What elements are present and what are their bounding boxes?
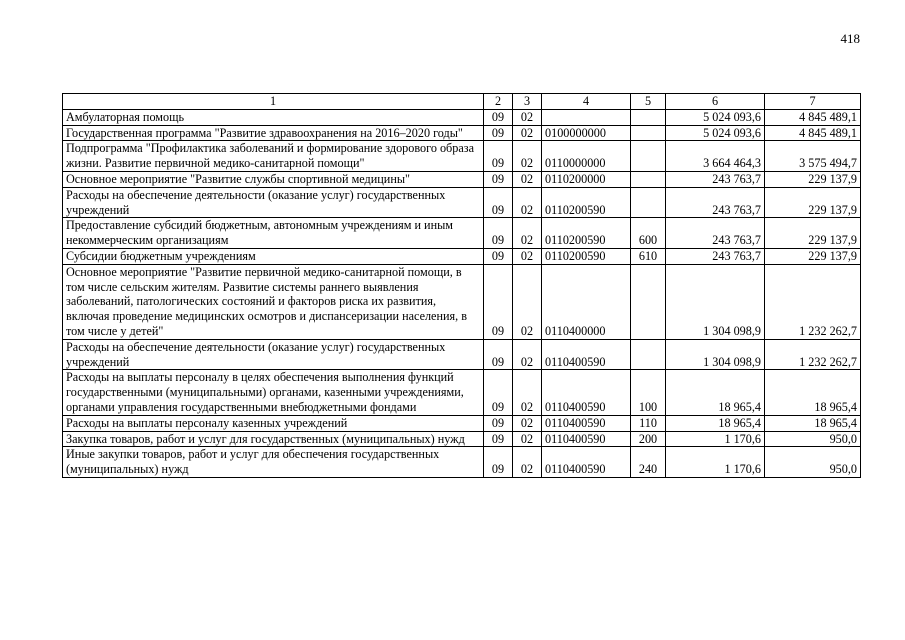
section-code-cell: 09 — [484, 415, 513, 431]
subsection-code-cell: 02 — [513, 109, 542, 125]
header-cell: 5 — [631, 94, 666, 110]
subsection-code-cell: 02 — [513, 415, 542, 431]
row-name-cell: Государственная программа "Развитие здравоохранения на 2016–2020 годы" — [63, 125, 484, 141]
amount-col7-cell: 950,0 — [765, 431, 861, 447]
expense-type-cell: 610 — [631, 248, 666, 264]
page-number: 418 — [840, 31, 860, 46]
amount-col7-cell: 3 575 494,7 — [765, 141, 861, 172]
section-code-cell: 09 — [484, 447, 513, 478]
table-row — [63, 141, 861, 172]
target-article-cell: 0110400590 — [542, 339, 631, 370]
amount-col6-cell: 243 763,7 — [666, 248, 765, 264]
amount-col6-cell: 18 965,4 — [666, 370, 765, 415]
expense-type-cell: 100 — [631, 370, 666, 415]
expense-type-cell — [631, 339, 666, 370]
amount-col6-cell: 243 763,7 — [666, 187, 765, 218]
amount-col6-cell: 1 304 098,9 — [666, 264, 765, 339]
table-row — [63, 171, 861, 187]
section-code-cell: 09 — [484, 109, 513, 125]
row-name-cell: Подпрограмма "Профилактика заболеваний и формирование здорового образа жизни. Развитие первичной медико-санитарной помощи" — [63, 141, 484, 172]
expense-type-cell: 110 — [631, 415, 666, 431]
amount-col6-cell: 243 763,7 — [666, 218, 765, 249]
row-name-cell: Иные закупки товаров, работ и услуг для обеспечения государственных (муниципальных) нужд — [63, 447, 484, 478]
target-article-cell: 0110200590 — [542, 218, 631, 249]
expense-type-cell — [631, 171, 666, 187]
amount-col7-cell: 18 965,4 — [765, 415, 861, 431]
table-row — [63, 370, 861, 415]
amount-col6-cell: 5 024 093,6 — [666, 109, 765, 125]
subsection-code-cell: 02 — [513, 431, 542, 447]
section-code-cell: 09 — [484, 339, 513, 370]
table-row — [63, 218, 861, 249]
amount-col6-cell: 18 965,4 — [666, 415, 765, 431]
target-article-cell: 0100000000 — [542, 125, 631, 141]
amount-col6-cell: 5 024 093,6 — [666, 125, 765, 141]
expense-type-cell: 240 — [631, 447, 666, 478]
row-name-cell: Закупка товаров, работ и услуг для государственных (муниципальных) нужд — [63, 431, 484, 447]
subsection-code-cell: 02 — [513, 264, 542, 339]
row-name-cell: Основное мероприятие "Развитие службы спортивной медицины" — [63, 171, 484, 187]
header-cell: 7 — [765, 94, 861, 110]
amount-col6-cell: 3 664 464,3 — [666, 141, 765, 172]
row-name-cell: Предоставление субсидий бюджетным, автономным учреждениям и иным некоммерческим организациям — [63, 218, 484, 249]
row-name-cell: Расходы на выплаты персоналу в целях обеспечения выполнения функций государственными (муниципальными) органами, казенными учреждениями, органами управления государственными внебюджетными фондами — [63, 370, 484, 415]
section-code-cell: 09 — [484, 171, 513, 187]
amount-col6-cell: 1 170,6 — [666, 431, 765, 447]
target-article-cell: 0110400000 — [542, 264, 631, 339]
subsection-code-cell: 02 — [513, 218, 542, 249]
section-code-cell: 09 — [484, 431, 513, 447]
subsection-code-cell: 02 — [513, 370, 542, 415]
table-header-row — [63, 94, 861, 110]
target-article-cell: 0110000000 — [542, 141, 631, 172]
expense-type-cell — [631, 109, 666, 125]
subsection-code-cell: 02 — [513, 141, 542, 172]
section-code-cell: 09 — [484, 370, 513, 415]
target-article-cell — [542, 109, 631, 125]
header-cell: 3 — [513, 94, 542, 110]
amount-col7-cell: 950,0 — [765, 447, 861, 478]
subsection-code-cell: 02 — [513, 447, 542, 478]
amount-col7-cell: 1 232 262,7 — [765, 264, 861, 339]
section-code-cell: 09 — [484, 141, 513, 172]
row-name-cell: Субсидии бюджетным учреждениям — [63, 248, 484, 264]
target-article-cell: 0110400590 — [542, 415, 631, 431]
section-code-cell: 09 — [484, 218, 513, 249]
expense-type-cell — [631, 125, 666, 141]
header-cell: 1 — [63, 94, 484, 110]
subsection-code-cell: 02 — [513, 171, 542, 187]
subsection-code-cell: 02 — [513, 187, 542, 218]
amount-col7-cell: 229 137,9 — [765, 218, 861, 249]
amount-col7-cell: 4 845 489,1 — [765, 109, 861, 125]
target-article-cell: 0110400590 — [542, 370, 631, 415]
header-cell: 6 — [666, 94, 765, 110]
header-cell: 4 — [542, 94, 631, 110]
expense-type-cell: 200 — [631, 431, 666, 447]
amount-col7-cell: 18 965,4 — [765, 370, 861, 415]
amount-col7-cell: 229 137,9 — [765, 187, 861, 218]
expense-type-cell — [631, 264, 666, 339]
row-name-cell: Амбулаторная помощь — [63, 109, 484, 125]
subsection-code-cell: 02 — [513, 125, 542, 141]
amount-col6-cell: 1 304 098,9 — [666, 339, 765, 370]
expense-type-cell: 600 — [631, 218, 666, 249]
row-name-cell: Основное мероприятие "Развитие первичной медико-санитарной помощи, в том числе сельским жителям. Развитие системы раннего выявления заболеваний, патологических состояний и факторов риска их развития, включая проведение медицинских осмотров и диспансеризации населения, в том числе у детей" — [63, 264, 484, 339]
table-row — [63, 248, 861, 264]
target-article-cell: 0110400590 — [542, 431, 631, 447]
expense-type-cell — [631, 141, 666, 172]
table-row — [63, 447, 861, 478]
target-article-cell: 0110200000 — [542, 171, 631, 187]
amount-col6-cell: 243 763,7 — [666, 171, 765, 187]
subsection-code-cell: 02 — [513, 339, 542, 370]
amount-col7-cell: 1 232 262,7 — [765, 339, 861, 370]
header-cell: 2 — [484, 94, 513, 110]
amount-col7-cell: 4 845 489,1 — [765, 125, 861, 141]
amount-col6-cell: 1 170,6 — [666, 447, 765, 478]
section-code-cell: 09 — [484, 187, 513, 218]
table-row — [63, 264, 861, 339]
target-article-cell: 0110400590 — [542, 447, 631, 478]
target-article-cell: 0110200590 — [542, 187, 631, 218]
section-code-cell: 09 — [484, 248, 513, 264]
table-row — [63, 125, 861, 141]
subsection-code-cell: 02 — [513, 248, 542, 264]
table-row — [63, 339, 861, 370]
table-row — [63, 187, 861, 218]
row-name-cell: Расходы на обеспечение деятельности (оказание услуг) государственных учреждений — [63, 187, 484, 218]
target-article-cell: 0110200590 — [542, 248, 631, 264]
table-row — [63, 431, 861, 447]
section-code-cell: 09 — [484, 125, 513, 141]
row-name-cell: Расходы на выплаты персоналу казенных учреждений — [63, 415, 484, 431]
amount-col7-cell: 229 137,9 — [765, 171, 861, 187]
amount-col7-cell: 229 137,9 — [765, 248, 861, 264]
table-row — [63, 415, 861, 431]
row-name-cell: Расходы на обеспечение деятельности (оказание услуг) государственных учреждений — [63, 339, 484, 370]
table-row — [63, 109, 861, 125]
expense-type-cell — [631, 187, 666, 218]
budget-table — [62, 93, 861, 478]
section-code-cell: 09 — [484, 264, 513, 339]
